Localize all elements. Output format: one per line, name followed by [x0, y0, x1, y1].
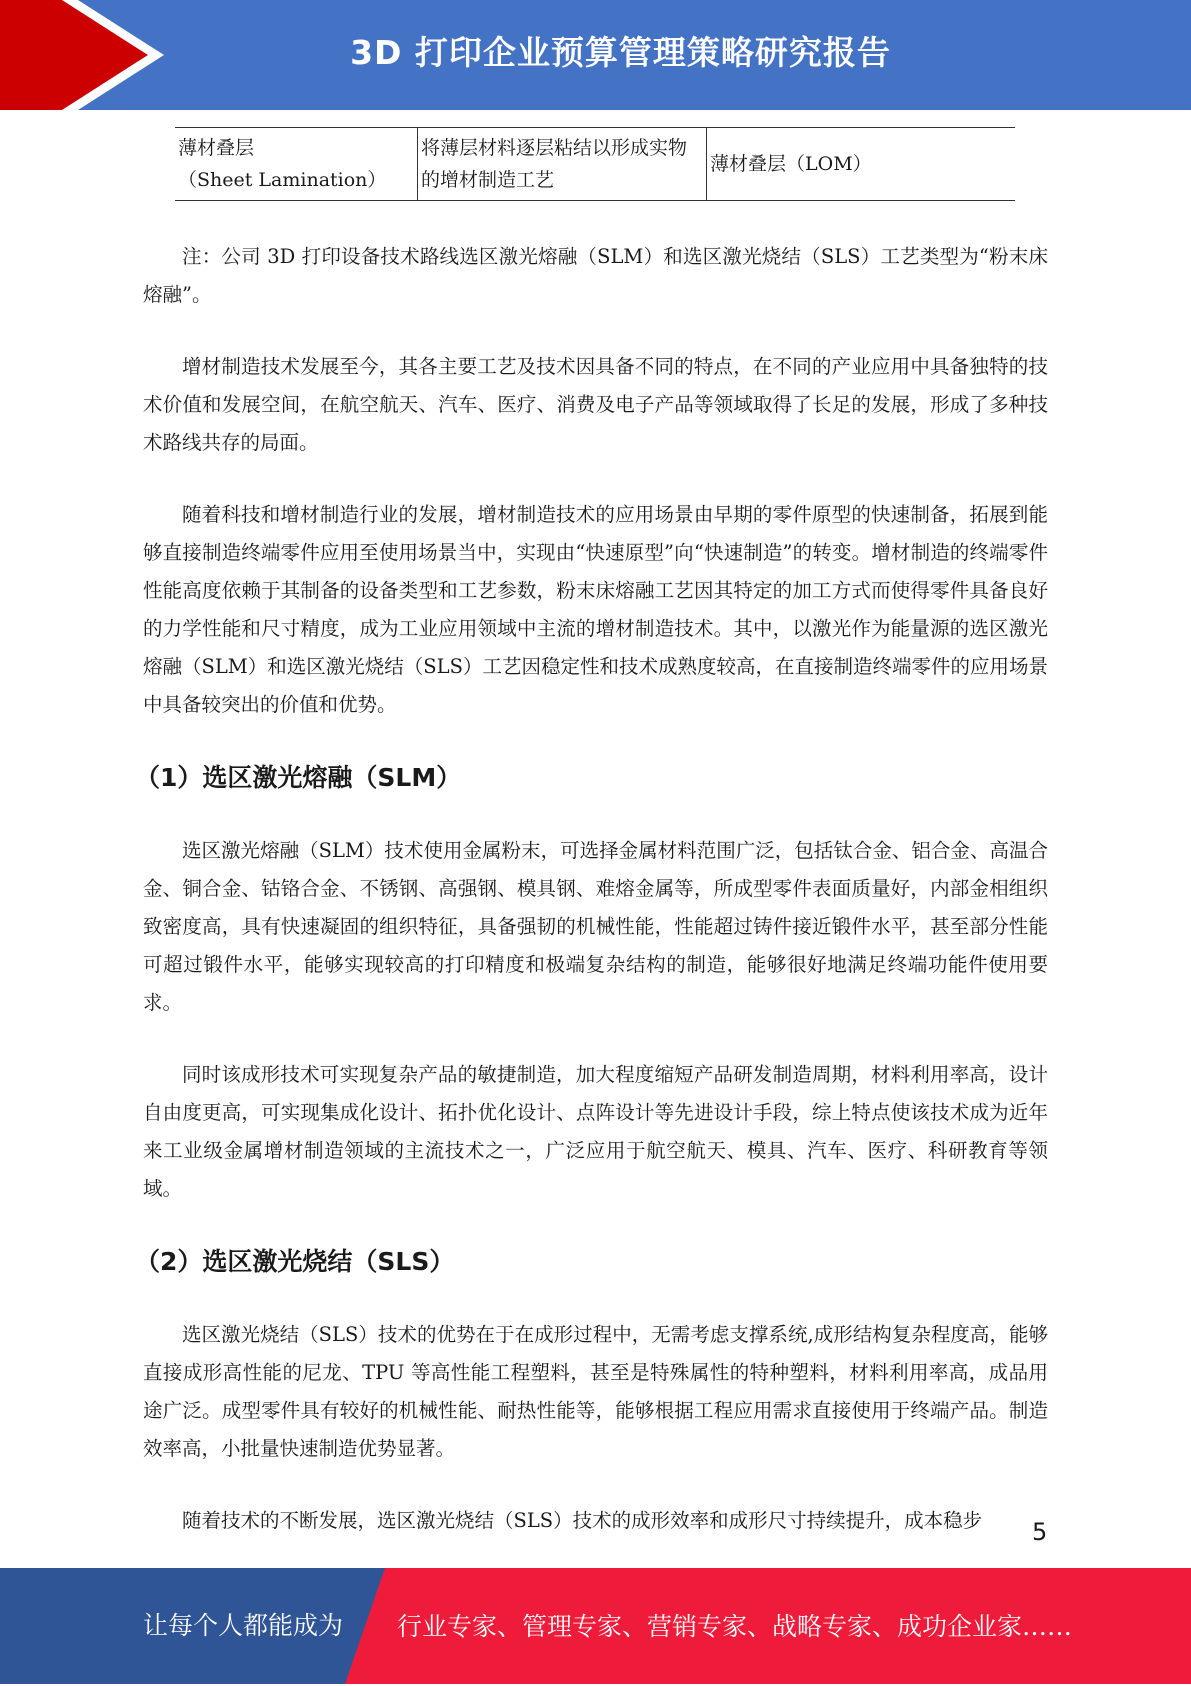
page-number: 5: [1032, 1518, 1048, 1546]
paragraph: 选区激光烧结（SLS）技术的优势在于在成形过程中，无需考虑支撑系统,成形结构复杂程度高，能够直接成形高性能的尼龙、TPU 等高性能工程塑料，甚至是特殊属性的特种塑料，材料利用率高，成品用途广泛。成型零件具有较好的机械性能、耐热性能等，能够根据工程应用需求直接使用于终端产品。制造效率高，小批量快速制造优势显著。: [143, 1323, 1048, 1460]
paragraph: 同时该成形技术可实现复杂产品的敏捷制造，加大程度缩短产品研发制造周期，材料利用率高，设计自由度更高，可实现集成化设计、拓扑优化设计、点阵设计等先进设计手段，综上特点使该技术成为近年来工业级金属增材制造领域的主流技术之一，广泛应用于航空航天、模具、汽车、医疗、科研教育等领域。: [143, 1063, 1048, 1200]
note-paragraph: 注：公司 3D 打印设备技术路线选区激光熔融（SLM）和选区激光烧结（SLS）工艺类型为“粉末床熔融”。: [143, 245, 1048, 306]
footer-slogan-left: 让每个人都能成为: [143, 1611, 344, 1640]
process-table: [175, 127, 1015, 201]
paragraph: 选区激光熔融（SLM）技术使用金属粉末，可选择金属材料范围广泛，包括钛合金、铝合金、高温合金、铜合金、钴铬合金、不锈钢、高强钢、模具钢、难熔金属等，所成型零件表面质量好，内部金相组织致密度高，具有快速凝固的组织特征，具备强韧的机械性能，性能超过铸件接近锻件水平，甚至部分性能可超过锻件水平，能够实现较高的打印精度和极端复杂结构的制造，能够很好地满足终端功能件使用要求。: [143, 839, 1048, 1014]
table-cell-description: 将薄层材料逐层粘结以形成实物的增材制造工艺: [418, 128, 707, 201]
table-row: [175, 128, 1015, 201]
table-cell-abbreviation: 薄材叠层（LOM）: [707, 128, 1016, 201]
footer-slogan-right: 行业专家、管理专家、营销专家、战略专家、成功企业家……: [397, 1612, 1073, 1641]
paragraph: 随着技术的不断发展，选区激光烧结（SLS）技术的成形效率和成形尺寸持续提升，成本稳步: [182, 1509, 983, 1532]
paragraph: 增材制造技术发展至今，其各主要工艺及技术因具备不同的特点，在不同的产业应用中具备独特的技术价值和发展空间，在航空航天、汽车、医疗、消费及电子产品等领域取得了长足的发展，形成了多种技术路线共存的局面。: [143, 355, 1048, 454]
report-title: 3D 打印企业预算管理策略研究报告: [350, 33, 891, 72]
section-heading-slm: （1）选区激光熔融（SLM）: [135, 763, 462, 792]
page-footer: [0, 1568, 1191, 1684]
paragraph: 随着科技和增材制造行业的发展，增材制造技术的应用场景由早期的零件原型的快速制备，拓展到能够直接制造终端零件应用至使用场景当中，实现由“快速原型”向“快速制造”的转变。增材制造的终端零件性能高度依赖于其制备的设备类型和工艺参数，粉末床熔融工艺因其特定的加工方式而使得零件具备良好的力学性能和尺寸精度，成为工业应用领域中主流的增材制造技术。其中，以激光作为能量源的选区激光熔融（SLM）和选区激光烧结（SLS）工艺因稳定性和技术成熟度较高，在直接制造终端零件的应用场景中具备较突出的价值和优势。: [143, 503, 1048, 716]
report-body: [135, 238, 1048, 1574]
section-heading-sls: （2）选区激光烧结（SLS）: [135, 1247, 455, 1276]
page-header: [0, 0, 1191, 110]
table-cell-process-name: 薄材叠层 （Sheet Lamination）: [175, 128, 418, 201]
